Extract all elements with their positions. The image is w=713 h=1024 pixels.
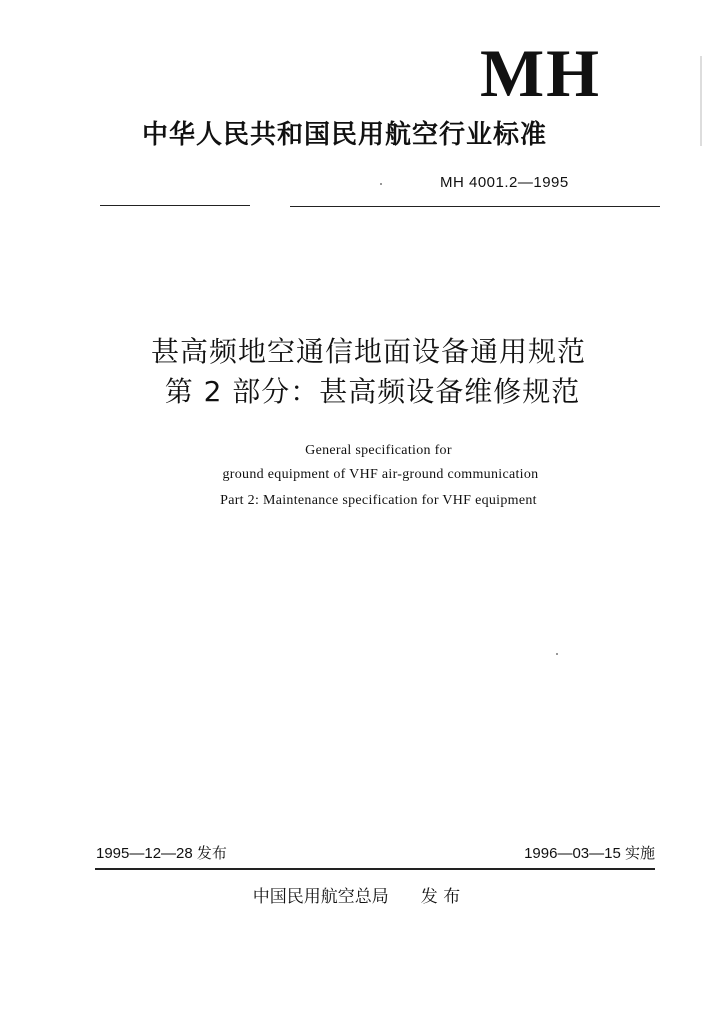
publisher-line [0,886,713,908]
scan-speck [380,183,382,185]
document-title-en-line1: General specification for [305,443,452,458]
header-rule-right [290,206,660,207]
document-title-en-line2: ground equipment of VHF air-ground communication [222,467,539,482]
header-rule-left [100,205,250,206]
publisher-action: 发 布 [420,887,461,907]
standard-category-title: 中华人民共和国民用航空行业标准 [142,120,548,150]
scan-speck [556,653,558,655]
publisher-org: 中国民用航空总局 [252,887,389,907]
standard-number: MH 4001.2—1995 [440,174,569,191]
implementation-date: 1996—03—15 实施 [524,845,655,862]
document-title-cn-line1: 甚高频地空通信地面设备通用规范 [150,335,586,368]
scan-edge-mark [700,56,702,146]
issue-date: 1995—12—28 发布 [96,845,227,862]
footer-rule [95,868,655,870]
standard-mark: MH [480,35,602,111]
document-title-en-line3: Part 2: Maintenance specification for VHF equipment [220,493,537,508]
document-title-cn-line2: 第 2 部分：甚高频设备维修规范 [164,375,581,408]
